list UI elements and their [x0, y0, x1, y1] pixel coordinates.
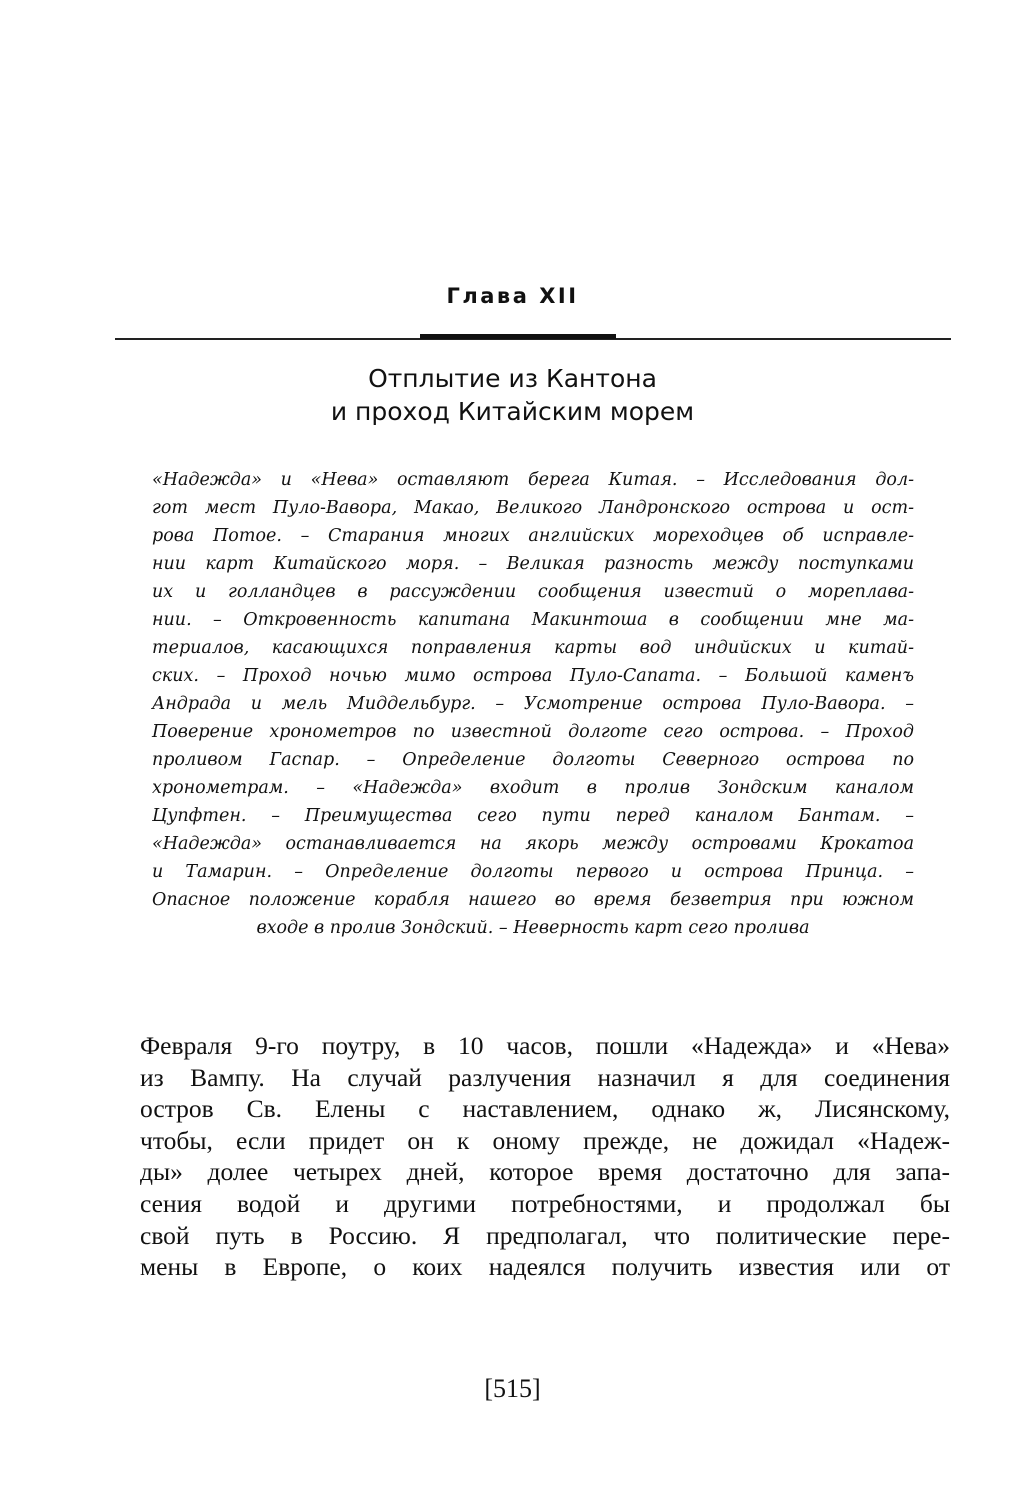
- summary-line: Андрада и мель Миддельбург. – Усмотрение острова Пуло-Вавора. –: [152, 694, 914, 714]
- chapter-divider-accent: [420, 334, 616, 339]
- summary-line: Поверение хронометров по известной долготе сего острова. – Проход: [152, 722, 914, 742]
- summary-line: «Надежда» и «Нева» оставляют берега Китая. – Исследования дол-: [152, 470, 914, 490]
- body-line: из Вампу. На случай разлучения назначил я для соединения: [140, 1062, 950, 1092]
- chapter-title: [0, 362, 1025, 428]
- summary-line: хронометрам. – «Надежда» входит в пролив Зондским каналом: [152, 778, 914, 798]
- page-number: [515]: [484, 1374, 541, 1403]
- summary-line: и Тамарин. – Определение долготы первого и острова Принца. –: [152, 862, 914, 882]
- body-line: сения водой и другими потребностями, и продолжал бы: [140, 1188, 950, 1218]
- chapter-label: Глава XII: [446, 284, 579, 308]
- chapter-summary: [152, 466, 914, 942]
- body-line: ды» долее четырех дней, которое время достаточно для запа-: [140, 1157, 950, 1187]
- body-line: Февраля 9-го поутру, в 10 часов, пошли «Надежда» и «Нева»: [140, 1031, 950, 1060]
- title-line: и проход Китайским морем: [330, 397, 695, 426]
- summary-line: проливом Гаспар. – Определение долготы Северного острова по: [152, 750, 914, 770]
- summary-line: рова Потое. – Старания многих английских мореходцев об исправле-: [152, 526, 914, 546]
- summary-line: их и голландцев в рассуждении сообщения известий о мореплава-: [152, 582, 914, 602]
- body-text: [140, 1030, 950, 1283]
- summary-line: Цупфтен. – Преимущества сего пути перед каналом Бантам. –: [152, 806, 914, 826]
- summary-line: гот мест Пуло-Вавора, Макао, Великого Ландронского острова и ост-: [152, 498, 914, 518]
- body-line: мены в Европе, о коих надеялся получить известия или от: [140, 1252, 950, 1282]
- summary-line: нии. – Откровенность капитана Макинтоша в сообщении мне ма-: [152, 610, 914, 630]
- body-line: чтобы, если придет он к оному прежде, не дожидал «Надеж-: [140, 1125, 950, 1155]
- body-line: остров Св. Елены с наставлением, однако ж, Лисянскому,: [140, 1094, 950, 1124]
- summary-line: входе в пролив Зондский. – Неверность карт сего пролива: [256, 918, 810, 938]
- summary-line: териалов, касающихся поправления карты вод индийских и китай-: [152, 638, 914, 658]
- summary-line: нии карт Китайского моря. – Великая разность между поступками: [152, 554, 914, 574]
- summary-line: ских. – Проход ночью мимо острова Пуло-Сапата. – Большой каменъ: [152, 666, 914, 686]
- body-line: свой путь в Россию. Я предполагал, что политические пере-: [140, 1220, 950, 1250]
- summary-line: Опасное положение корабля нашего во время безветрия при южном: [152, 890, 914, 910]
- title-line: Отплытие из Кантона: [368, 364, 657, 393]
- summary-line: «Надежда» останавливается на якорь между островами Крокатоа: [152, 834, 914, 854]
